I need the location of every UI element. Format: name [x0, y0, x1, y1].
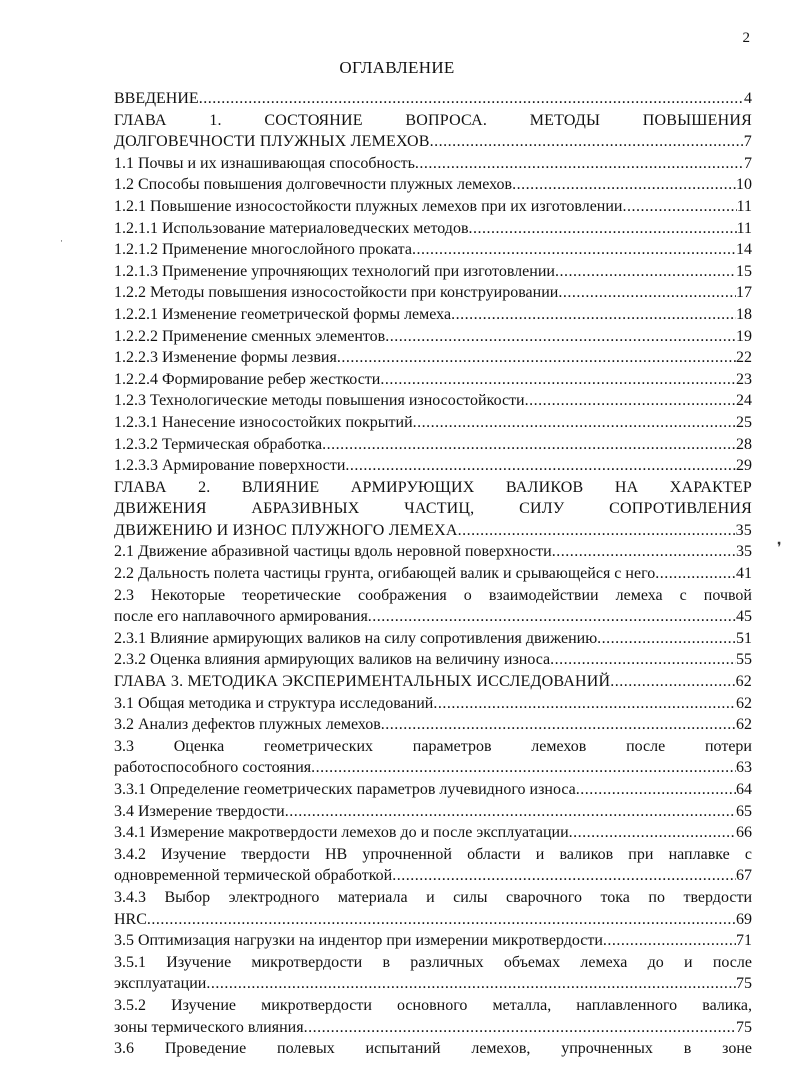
toc-page-number: 35: [735, 521, 752, 539]
toc-leader-dots: [512, 174, 736, 196]
toc-entry-title: ВВЕДЕНИЕ: [114, 90, 199, 107]
toc-entry[interactable]: [114, 455, 752, 477]
toc-entry[interactable]: [114, 714, 752, 736]
toc-entry-title: после его наплавочного армирования: [114, 608, 368, 626]
toc-leader-dots: [655, 563, 736, 585]
toc-entry-title: 2.2 Дальность полета частицы грунта, огибающей валик и срывающейся с него: [114, 565, 656, 583]
toc-page-number: 45: [736, 608, 752, 626]
toc-leader-dots: [576, 779, 736, 801]
toc-entry-title: ГЛАВА 3. МЕТОДИКА ЭКСПЕРИМЕНТАЛЬНЫХ ИССЛЕДОВАНИЙ: [114, 673, 611, 691]
toc-page-number: 15: [736, 262, 752, 280]
toc-entry-title: 2.3.2 Оценка влияния армирующих валиков на величину износа: [114, 651, 551, 669]
toc-page-number: 65: [736, 802, 752, 820]
toc-leader-dots: [199, 88, 744, 110]
toc-leader-dots: [345, 455, 736, 477]
toc-page-number: 29: [736, 457, 752, 475]
toc-entry-title: 1.2.1.1 Использование материаловедческих методов: [114, 219, 469, 237]
scan-artifact-mark: ❜: [777, 541, 782, 556]
toc-entry-title: ДВИЖЕНИЮ И ИЗНОС ПЛУЖНОГО ЛЕМЕХА: [114, 521, 458, 539]
page-title: ОГЛАВЛЕНИЕ: [339, 58, 455, 77]
toc-entry[interactable]: [114, 196, 752, 218]
toc-page-number: 24: [736, 392, 752, 410]
toc-entry[interactable]: [114, 671, 752, 693]
toc-page-number: 18: [736, 305, 752, 323]
toc-page-number: 62: [736, 694, 752, 712]
toc-entry-line: ДВИЖЕНИЯ АБРАЗИВНЫХ ЧАСТИЦ, СИЛУ СОПРОТИВЛЕНИЯ: [114, 500, 752, 518]
toc-page-number: 7: [743, 133, 752, 151]
toc-entry[interactable]: [114, 649, 752, 671]
toc-entry[interactable]: [114, 239, 752, 261]
toc-entry-title: HRC: [114, 910, 147, 928]
toc-page-number: 10: [736, 176, 752, 194]
toc-leader-dots: [322, 434, 736, 456]
toc-page-number: 71: [736, 932, 752, 950]
toc-entry-line: 3.4.3 Выбор электродного материала и силы сварочного тока по твердости: [114, 888, 752, 906]
toc-entry-title: 3.3.1 Определение геометрических параметров лучевидного износа: [114, 781, 576, 798]
toc-leader-dots: [337, 347, 736, 369]
toc-leader-dots: [430, 131, 744, 153]
toc-leader-dots: [622, 196, 736, 218]
toc-page-number: 62: [735, 673, 752, 691]
toc-page-number: 63: [736, 759, 752, 777]
toc-leader-dots: [458, 520, 736, 542]
toc-page-number: 64: [736, 781, 752, 798]
toc-entry[interactable]: [114, 909, 752, 931]
toc-page-number: 69: [736, 910, 752, 928]
toc-entry-title: 3.2 Анализ дефектов плужных лемехов: [114, 716, 381, 734]
toc-entry[interactable]: [114, 693, 752, 715]
page-number: 2: [742, 30, 750, 46]
toc-entry-line: 3.3 Оценка геометрических параметров лемехов после потери: [114, 737, 752, 755]
toc-entry-title: 3.4.1 Измерение макротвердости лемехов до и после эксплуатации: [114, 824, 569, 842]
toc-leader-dots: [413, 412, 736, 434]
toc-entry[interactable]: [114, 412, 752, 434]
toc-entry-line: ГЛАВА 2. ВЛИЯНИЕ АРМИРУЮЩИХ ВАЛИКОВ НА ХАРАКТЕР: [114, 478, 752, 496]
toc-entry[interactable]: [114, 606, 752, 628]
toc-entry-title: 1.2.2.1 Изменение геометрической формы лемеха: [114, 305, 452, 323]
toc-entry[interactable]: [114, 390, 752, 412]
toc-leader-dots: [550, 649, 736, 671]
toc-entry-title: 1.2.2.3 Изменение формы лезвия: [114, 349, 337, 367]
toc-entry-line: 3.6 Проведение полевых испытаний лемехов, упрочненных в зоне: [114, 1040, 752, 1058]
toc-entry[interactable]: [114, 563, 752, 585]
toc-entry-title: 1.2.1.2 Применение многослойного проката: [114, 241, 412, 259]
toc-entry[interactable]: [114, 347, 752, 369]
toc-leader-dots: [569, 822, 736, 844]
toc-leader-dots: [433, 693, 736, 715]
toc-entry-title: 1.1 Почвы и их изнашивающая способность: [114, 154, 415, 172]
toc-leader-dots: [525, 390, 736, 412]
toc-entry[interactable]: [114, 541, 752, 563]
table-of-contents: [114, 88, 752, 1060]
toc-leader-dots: [603, 930, 736, 952]
toc-entry-title: 1.2.3.2 Термическая обработка: [114, 435, 323, 453]
toc-entry[interactable]: [114, 628, 752, 650]
toc-page-number: 66: [736, 824, 752, 842]
toc-entry[interactable]: [114, 801, 752, 823]
toc-entry[interactable]: [114, 261, 752, 283]
toc-page-number: 35: [736, 543, 752, 561]
toc-entry-line: 3.4.2 Изучение твердости НВ упрочненной области и валиков при наплавке с: [114, 845, 752, 863]
toc-entry-title: 3.4 Измерение твердости: [114, 802, 285, 820]
toc-page-number: 11: [736, 219, 752, 237]
toc-page-number: 14: [736, 241, 752, 259]
toc-entry-title: 2.1 Движение абразивной частицы вдоль неровной поверхности: [114, 543, 552, 561]
toc-leader-dots: [392, 865, 736, 887]
toc-entry-title: 1.2.2.2 Применение сменных элементов: [114, 327, 386, 345]
toc-page-number: 28: [736, 435, 752, 453]
toc-page-number: 23: [736, 370, 752, 388]
toc-entry[interactable]: [114, 973, 752, 995]
toc-page-number: 19: [736, 327, 752, 345]
toc-page-number: 75: [736, 1018, 752, 1036]
toc-entry-title: 1.2 Способы повышения долговечности плужных лемехов: [114, 176, 513, 194]
toc-leader-dots: [451, 304, 736, 326]
toc-entry-title: 1.2.3.1 Нанесение износостойких покрытий: [114, 413, 413, 431]
toc-leader-dots: [304, 1017, 736, 1039]
toc-leader-dots: [415, 153, 744, 175]
toc-entry[interactable]: [114, 520, 752, 542]
toc-leader-dots: [285, 801, 736, 823]
toc-leader-dots: [380, 369, 736, 391]
toc-page-number: 67: [736, 867, 752, 885]
toc-page-number: 55: [736, 651, 752, 669]
toc-leader-dots: [555, 261, 736, 283]
toc-entry-line: ГЛАВА 1. СОСТОЯНИЕ ВОПРОСА. МЕТОДЫ ПОВЫШЕНИЯ: [114, 111, 752, 129]
toc-page-number: 25: [736, 413, 752, 431]
toc-entry[interactable]: [114, 822, 752, 844]
toc-entry[interactable]: [114, 153, 752, 175]
toc-entry-title: 1.2.2.4 Формирование ребер жесткости: [114, 370, 381, 388]
toc-page-number: 4: [744, 90, 752, 107]
toc-entry[interactable]: [114, 369, 752, 391]
toc-entry[interactable]: [114, 779, 752, 801]
toc-entry-title: 2.3.1 Влияние армирующих валиков на силу сопротивления движению: [114, 629, 598, 647]
toc-entry[interactable]: [114, 930, 752, 952]
toc-entry[interactable]: [114, 865, 752, 887]
toc-leader-dots: [610, 671, 735, 693]
toc-leader-dots: [206, 973, 736, 995]
toc-page-number: 11: [736, 197, 752, 215]
toc-entry-title: эксплуатации: [114, 975, 207, 993]
toc-page-number: 41: [736, 565, 752, 583]
toc-entry-title: 3.5 Оптимизация нагрузки на индентор при измерении микротвердости: [114, 932, 603, 950]
toc-leader-dots: [381, 714, 736, 736]
toc-page-number: 51: [736, 629, 752, 647]
toc-entry-title: одновременной термической обработкой: [114, 867, 393, 885]
scan-artifact-dot: ·: [60, 236, 63, 246]
toc-leader-dots: [368, 606, 736, 628]
toc-entry[interactable]: [114, 434, 752, 456]
toc-entry[interactable]: [114, 282, 752, 304]
toc-leader-dots: [412, 239, 736, 261]
toc-leader-dots: [469, 218, 737, 240]
toc-entry-title: 1.2.2 Методы повышения износостойкости при конструировании: [114, 284, 559, 302]
toc-entry[interactable]: [114, 1017, 752, 1039]
toc-page-number: 17: [736, 284, 752, 302]
toc-entry-title: работоспособного состояния: [114, 759, 312, 777]
toc-page-number: 7: [744, 154, 752, 172]
toc-entry[interactable]: [114, 174, 752, 196]
toc-entry-line: 3.5.2 Изучение микротвердости основного металла, наплавленного валика,: [114, 996, 752, 1014]
toc-leader-dots: [558, 282, 736, 304]
toc-entry-line: 3.5.1 Изучение микротвердости в различных объемах лемеха до и после: [114, 953, 752, 971]
toc-entry-title: ДОЛГОВЕЧНОСТИ ПЛУЖНЫХ ЛЕМЕХОВ: [114, 133, 430, 151]
toc-entry-title: 1.2.1 Повышение износостойкости плужных лемехов при их изготовлении: [114, 197, 623, 215]
toc-leader-dots: [385, 326, 736, 348]
toc-entry[interactable]: [114, 757, 752, 779]
toc-leader-dots: [311, 757, 736, 779]
toc-leader-dots: [597, 628, 736, 650]
toc-entry[interactable]: [114, 131, 752, 153]
toc-entry-title: 1.2.1.3 Применение упрочняющих технологий при изготовлении: [114, 262, 555, 280]
toc-entry-line: 2.3 Некоторые теоретические соображения о взаимодействии лемеха с почвой: [114, 586, 752, 604]
toc-page-number: 62: [736, 716, 752, 734]
toc-page-number: 22: [736, 349, 752, 367]
toc-leader-dots: [552, 541, 736, 563]
toc-leader-dots: [147, 909, 736, 931]
toc-entry[interactable]: [114, 326, 752, 348]
toc-entry-title: 3.1 Общая методика и структура исследований: [114, 694, 434, 712]
toc-entry-title: 1.2.3 Технологические методы повышения износостойкости: [114, 392, 525, 410]
toc-page-number: 75: [736, 975, 752, 993]
toc-entry[interactable]: [114, 304, 752, 326]
toc-entry-title: 1.2.3.3 Армирование поверхности: [114, 457, 346, 475]
toc-entry-title: зоны термического влияния: [114, 1018, 304, 1036]
toc-entry[interactable]: [114, 218, 752, 240]
toc-entry[interactable]: [114, 88, 752, 110]
